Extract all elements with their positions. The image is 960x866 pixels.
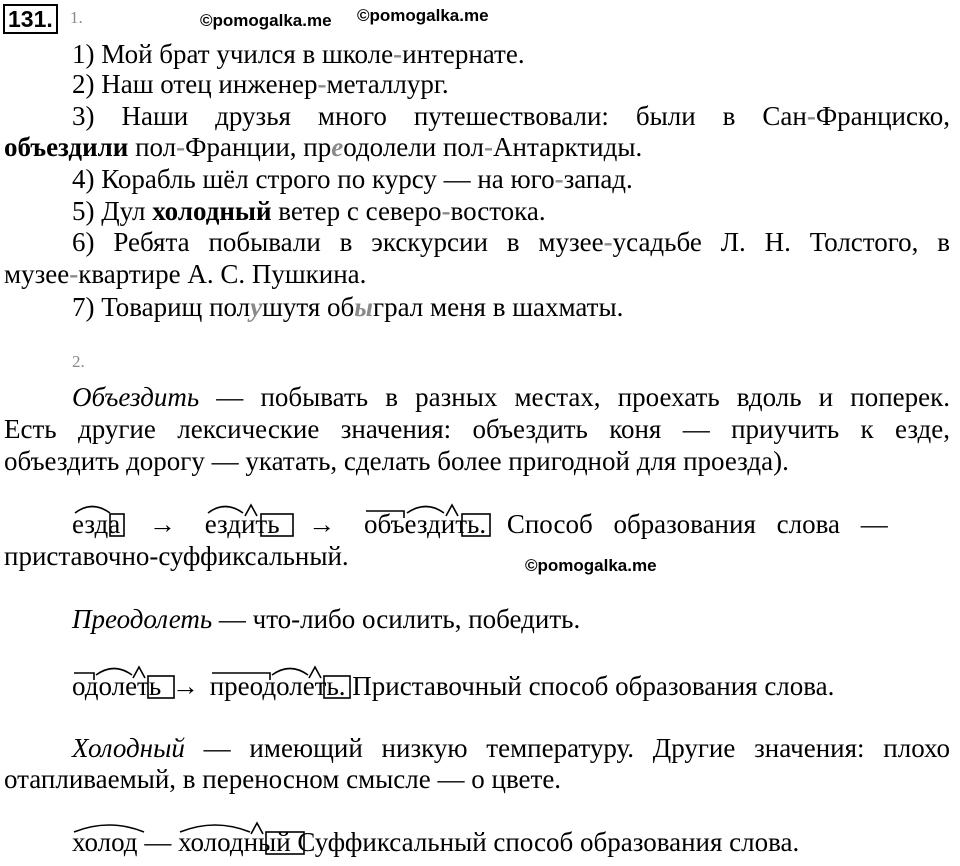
watermark: ©pomogalka.me [200, 11, 332, 30]
morpheme-word-holodnyj: холодный [178, 826, 291, 858]
sentence-3-line-1: 3) Наши друзья много путешествовали: были в Сан-Франциско, [72, 101, 950, 131]
sentence-1: 1) Мой брат учился в школе-интернате. [72, 39, 525, 69]
watermark: ©pomogalka.me [525, 556, 657, 575]
exercise-number: 131. [3, 4, 58, 34]
morphology-holodnyj: холод — холодный Суффиксальный способ образования слова. [0, 826, 960, 858]
morpheme-word-holod: холод [72, 826, 138, 858]
morphology-obezdit-line-2: приставочно-суффиксальный. [4, 541, 349, 571]
part-1-label: 1. [70, 8, 83, 27]
definition-holodnyj-line-1: Холодный — имеющий низкую температуру. Другие значения: плохо [72, 733, 950, 763]
sentence-6-line-1: 6) Ребята побывали в экскурсии в музее-усадьбе Л. Н. Толстого, в [72, 227, 951, 257]
definition-holodnyj-line-2: отапливаемый, в переносном смысле — о цвете. [4, 764, 562, 794]
definition-obezdit-line-1: Объездить — побывать в разных местах, проехать вдоль и поперек. [72, 382, 950, 412]
morpheme-word-odolet: одолеть [72, 670, 161, 702]
morpheme-word-ezdit: ездить [205, 508, 280, 540]
sentence-2: 2) Наш отец инженер-металлург. [72, 69, 449, 99]
morpheme-word-ezda: езда [72, 508, 120, 540]
sentence-5: 5) Дул холодный ветер с северо-востока. [72, 196, 546, 226]
sentence-4: 4) Корабль шёл строго по курсу — на юго-запад. [72, 164, 633, 194]
part-2-label: 2. [72, 352, 85, 371]
morpheme-word-preodolet: преодолеть [210, 670, 339, 702]
definition-preodolet: Преодолеть — что-либо осилить, победить. [72, 604, 581, 634]
sentence-3-line-2: объездили пол-Франции, преодолели пол-Антарктиды. [4, 132, 643, 162]
definition-obezdit-line-3: объездить дорогу — укатать, сделать более пригодной для проезда). [4, 446, 789, 476]
morphology-preodolet: одолеть → преодолеть . Приставочный способ образования слова. [0, 670, 960, 702]
morphology-obezdit: езда → ездить → объездить . Способ образования слова — [0, 508, 960, 540]
morpheme-word-obezdit: объездить [364, 508, 479, 540]
definition-obezdit-line-2: Есть другие лексические значения: объездить коня — приучить к езде, [4, 414, 950, 444]
watermark: ©pomogalka.me [357, 6, 489, 25]
sentence-7: 7) Товарищ полушутя обыграл меня в шахматы. [72, 292, 624, 322]
sentence-6-line-2: музее-квартире А. С. Пушкина. [4, 259, 367, 289]
